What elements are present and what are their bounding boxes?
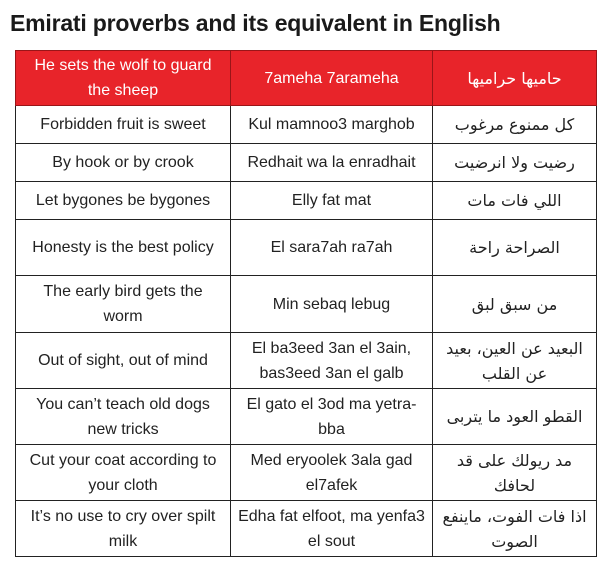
arabic-cell: اذا فات الفوت، ماينفع الصوت bbox=[433, 501, 597, 557]
english-cell: Out of sight, out of mind bbox=[16, 333, 231, 389]
english-cell: It’s no use to cry over spilt milk bbox=[16, 501, 231, 557]
arabic-cell: مد ريولك على قد لحافك bbox=[433, 445, 597, 501]
arabic-cell: الصراحة راحة bbox=[433, 220, 597, 276]
arabic-cell: رضيت ولا انرضيت bbox=[433, 144, 597, 182]
transliteration-cell: El gato el 3od ma yetra-bba bbox=[231, 389, 433, 445]
english-cell: Honesty is the best policy bbox=[16, 220, 231, 276]
arabic-cell: كل ممنوع مرغوب bbox=[433, 106, 597, 144]
transliteration-cell: Elly fat mat bbox=[231, 182, 433, 220]
table-row bbox=[16, 144, 597, 182]
transliteration-cell: Kul mamnoo3 marghob bbox=[231, 106, 433, 144]
transliteration-cell: Redhait wa la enradhait bbox=[231, 144, 433, 182]
english-cell: Cut your coat according to your cloth bbox=[16, 445, 231, 501]
transliteration-cell: El sara7ah ra7ah bbox=[231, 220, 433, 276]
table-row bbox=[16, 445, 597, 501]
header-english-cell: He sets the wolf to guard the sheep bbox=[16, 51, 231, 106]
arabic-cell: البعيد عن العين، بعيد عن القلب bbox=[433, 333, 597, 389]
header-arabic-cell: حاميها حراميها bbox=[433, 51, 597, 106]
english-cell: You can’t teach old dogs new tricks bbox=[16, 389, 231, 445]
arabic-cell: اللي فات مات bbox=[433, 182, 597, 220]
header-transliteration-cell: 7ameha 7arameha bbox=[231, 51, 433, 106]
table-row bbox=[16, 106, 597, 144]
table-row bbox=[16, 220, 597, 276]
transliteration-cell: Med eryoolek 3ala gad el7afek bbox=[231, 445, 433, 501]
table-row bbox=[16, 182, 597, 220]
arabic-cell: من سبق لبق bbox=[433, 276, 597, 333]
table-row bbox=[16, 501, 597, 557]
english-cell: By hook or by crook bbox=[16, 144, 231, 182]
table-row bbox=[16, 333, 597, 389]
english-cell: Let bygones be bygones bbox=[16, 182, 231, 220]
page-title: Emirati proverbs and its equivalent in English bbox=[10, 10, 501, 36]
transliteration-cell: Min sebaq lebug bbox=[231, 276, 433, 333]
table-row bbox=[16, 389, 597, 445]
table-row bbox=[16, 276, 597, 333]
english-cell: Forbidden fruit is sweet bbox=[16, 106, 231, 144]
table-header-row bbox=[16, 51, 597, 106]
english-cell: The early bird gets the worm bbox=[16, 276, 231, 333]
transliteration-cell: El ba3eed 3an el 3ain, bas3eed 3an el galb bbox=[231, 333, 433, 389]
arabic-cell: القطو العود ما يتربى bbox=[433, 389, 597, 445]
proverbs-table bbox=[15, 50, 597, 557]
transliteration-cell: Edha fat elfoot, ma yenfa3 el sout bbox=[231, 501, 433, 557]
